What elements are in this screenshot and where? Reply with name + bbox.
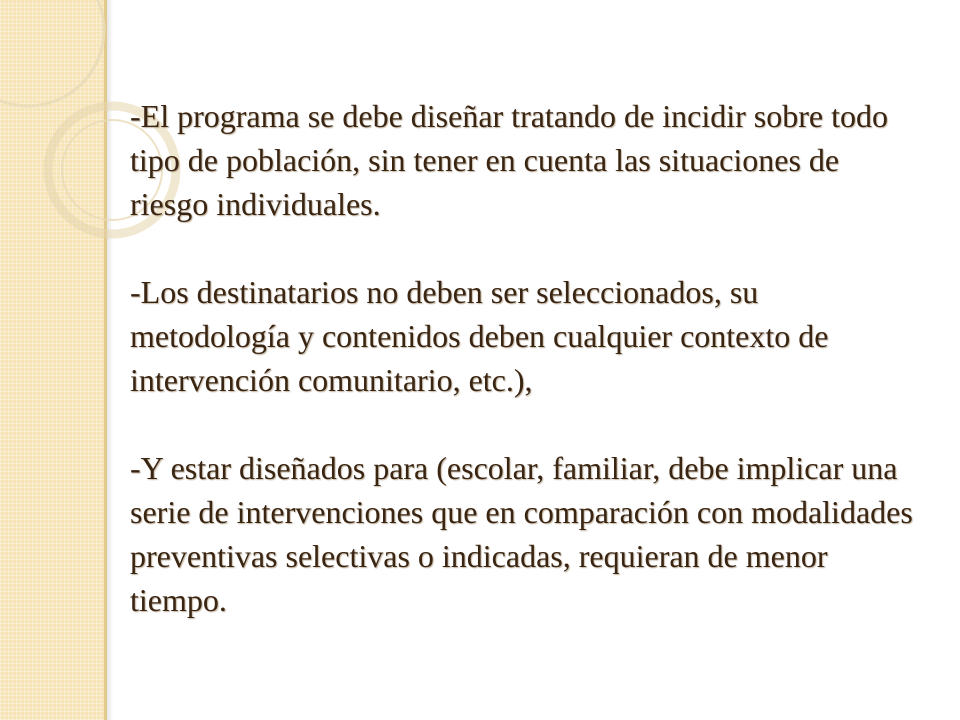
paragraph-programa: -El programa se debe diseñar tratando de incidir sobre todo tipo de población, sin tener en cuenta las situaciones de riesgo individuales.	[130, 98, 888, 222]
paragraph-destinatarios: -Los destinatarios no deben ser seleccionados, su metodología y contenidos deben cualquier contexto de intervención comunitario, etc.),	[130, 274, 829, 398]
slide-body-text	[130, 94, 920, 622]
paragraph-disenados: -Y estar diseñados para (escolar, familiar, debe implicar una serie de intervenciones que en comparación con modalidades preventivas selectivas o indicadas, requieran de menor tiempo.	[130, 450, 913, 618]
decorative-ring-large	[0, 0, 104, 106]
